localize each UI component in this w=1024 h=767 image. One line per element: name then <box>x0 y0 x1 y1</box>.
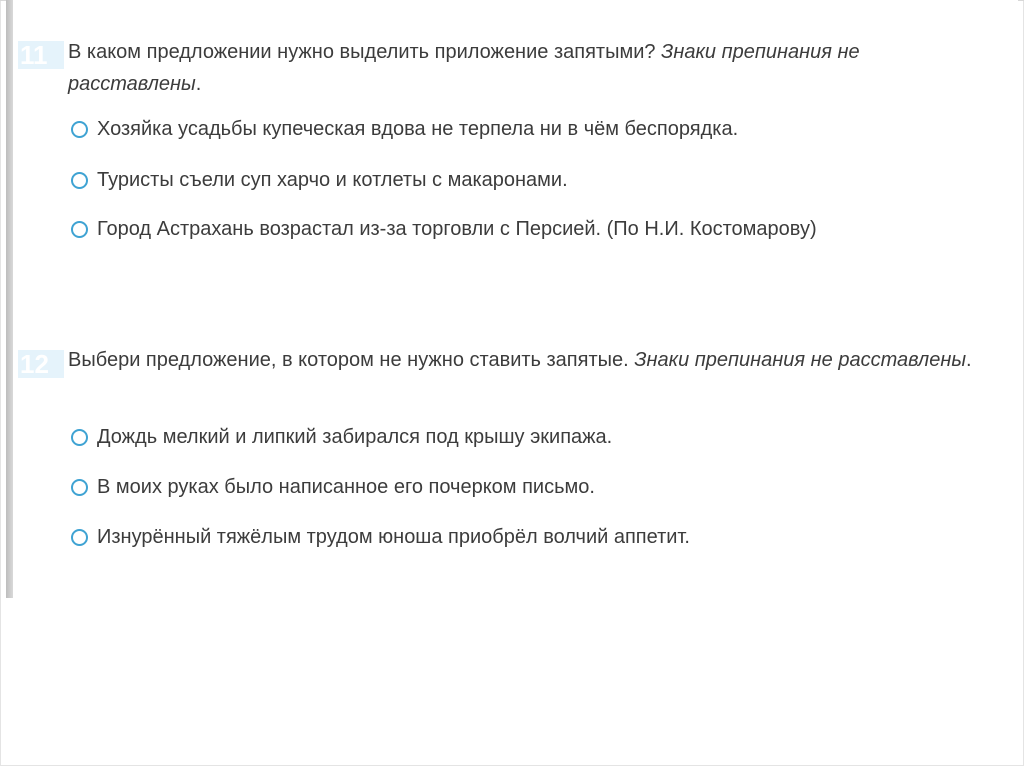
radio-button[interactable] <box>71 529 88 546</box>
question-11 <box>18 34 1008 264</box>
answer-option-label: Туристы съели суп харчо и котлеты с макаронами. <box>97 168 568 191</box>
question-text <box>68 344 998 376</box>
radio-button[interactable] <box>71 121 88 138</box>
answer-option-label: В моих руках было написанное его почерком письмо. <box>97 475 595 498</box>
question-12 <box>18 342 1008 572</box>
radio-button[interactable] <box>71 429 88 446</box>
answer-option[interactable] <box>71 521 690 553</box>
answer-option-label: Дождь мелкий и липкий забирался под крышу экипажа. <box>97 425 613 448</box>
question-prompt: Выбери предложение, в котором не нужно ставить запятые. <box>68 349 635 371</box>
answer-option-label: Город Астрахань возрастал из-за торговли с Персией. (По Н.И. Костомарову) <box>97 217 817 240</box>
radio-button[interactable] <box>71 172 88 189</box>
question-note-tail: . <box>195 73 202 95</box>
question-note-tail: . <box>966 349 972 371</box>
question-note: Знаки препинания не расставлены <box>68 41 860 95</box>
left-rail <box>6 0 13 598</box>
answer-option[interactable] <box>71 164 568 196</box>
question-text <box>68 36 998 100</box>
question-note: Знаки препинания не расставлены <box>634 349 967 371</box>
answer-option-label: Хозяйка усадьбы купеческая вдова не терпела ни в чём беспорядка. <box>97 117 739 140</box>
question-number: 12 <box>18 350 64 378</box>
answer-option[interactable] <box>71 421 612 453</box>
answer-option[interactable] <box>71 113 738 145</box>
answer-option-label: Изнурённый тяжёлым трудом юноша приобрёл волчий аппетит. <box>97 525 690 548</box>
answer-option[interactable] <box>71 471 595 503</box>
question-prompt: В каком предложении нужно выделить приложение запятыми? <box>68 41 662 63</box>
answer-option[interactable] <box>71 213 817 245</box>
radio-button[interactable] <box>71 221 88 238</box>
radio-button[interactable] <box>71 479 88 496</box>
question-number: 11 <box>18 41 64 69</box>
